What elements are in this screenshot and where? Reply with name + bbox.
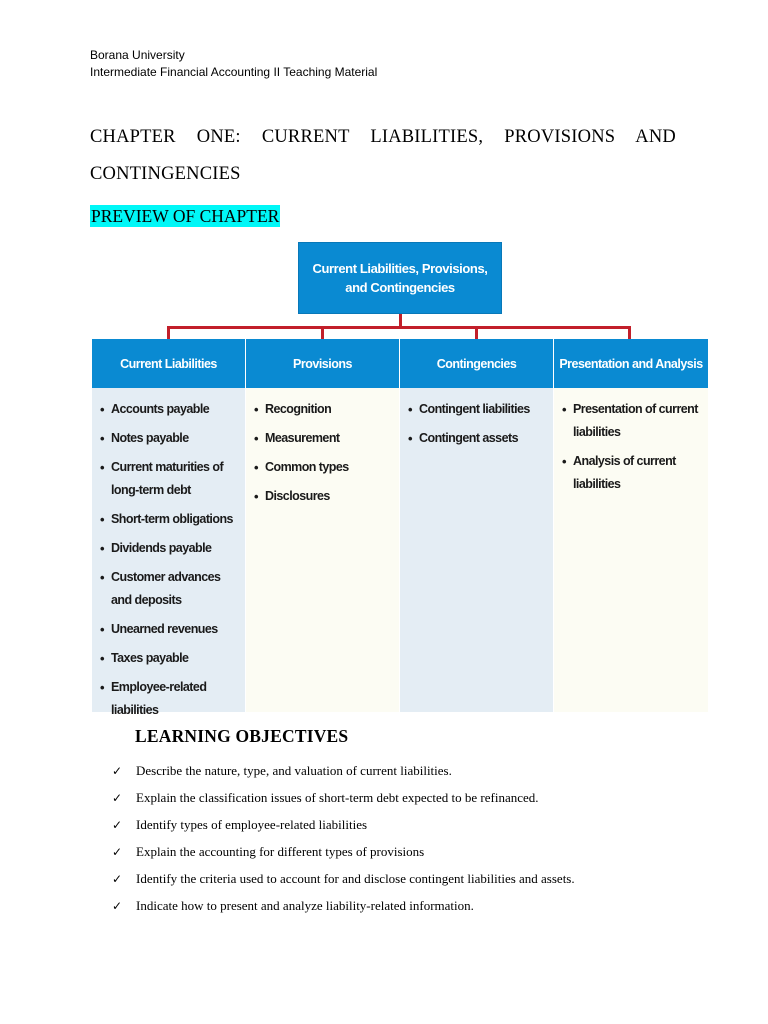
diagram-root-line1: Current Liabilities, Provisions, bbox=[312, 261, 488, 276]
document-header bbox=[90, 47, 377, 81]
column-body-presentation-analysis bbox=[554, 388, 708, 712]
learning-objectives-list bbox=[112, 761, 575, 923]
check-mark-icon: ✓ bbox=[112, 764, 123, 778]
connector-drop-4 bbox=[628, 326, 631, 339]
list-item: • Disclosures bbox=[254, 485, 395, 508]
list-item: • Taxes payable bbox=[100, 647, 241, 670]
check-mark-icon: ✓ bbox=[112, 791, 123, 805]
university-name: Borana University bbox=[90, 48, 185, 62]
list-item: • Analysis of current liabilities bbox=[562, 450, 704, 496]
preview-heading: PREVIEW OF CHAPTER bbox=[91, 206, 280, 226]
list-item bbox=[112, 842, 575, 869]
list-item: • Short-term obligations bbox=[100, 508, 241, 531]
list-item: • Contingent assets bbox=[408, 427, 549, 450]
list-item: • Unearned revenues bbox=[100, 618, 241, 641]
connector-drop-2 bbox=[321, 326, 324, 339]
list-item bbox=[112, 869, 575, 896]
objective-text: Describe the nature, type, and valuation of current liabilities. bbox=[136, 763, 452, 778]
check-mark-icon: ✓ bbox=[112, 845, 123, 859]
objective-text: Identify the criteria used to account for and disclose contingent liabilities and assets. bbox=[136, 871, 575, 886]
objective-text: Explain the accounting for different types of provisions bbox=[136, 844, 425, 859]
list-item: • Customer advances and deposits bbox=[100, 566, 241, 612]
list-item: • Notes payable bbox=[100, 427, 241, 450]
list-item: • Contingent liabilities bbox=[408, 398, 549, 421]
objective-text: Identify types of employee-related liabilities bbox=[136, 817, 368, 832]
column-heading-contingencies: Contingencies bbox=[400, 339, 554, 388]
list-item bbox=[112, 761, 575, 788]
list-item: • Common types bbox=[254, 456, 395, 479]
list-item: • Current maturities of long-term debt bbox=[100, 456, 241, 502]
list-item: • Recognition bbox=[254, 398, 395, 421]
connector-drop-1 bbox=[167, 326, 170, 339]
material-title: Intermediate Financial Accounting II Teaching Material bbox=[90, 65, 378, 79]
check-mark-icon: ✓ bbox=[112, 818, 123, 832]
column-body-contingencies bbox=[400, 388, 554, 712]
list-item: • Dividends payable bbox=[100, 537, 241, 560]
list-item: • Employee-related liabilities bbox=[100, 676, 241, 722]
list-item bbox=[112, 788, 575, 815]
check-mark-icon: ✓ bbox=[112, 899, 123, 913]
objective-text: Explain the classification issues of short-term debt expected to be refinanced. bbox=[136, 790, 539, 805]
diagram-root-line2: and Contingencies bbox=[345, 280, 455, 295]
list-item bbox=[112, 815, 575, 842]
list-item bbox=[112, 896, 575, 923]
check-mark-icon: ✓ bbox=[112, 872, 123, 886]
objective-text: Indicate how to present and analyze liability-related information. bbox=[136, 898, 474, 913]
connector-horizontal bbox=[167, 326, 631, 329]
column-body-provisions bbox=[246, 388, 400, 712]
list-item: • Presentation of current liabilities bbox=[562, 398, 704, 444]
learning-objectives-title: LEARNING OBJECTIVES bbox=[135, 726, 349, 746]
diagram-root-box bbox=[298, 242, 502, 314]
column-heading-presentation-analysis: Presentation and Analysis bbox=[554, 339, 708, 388]
list-item: • Accounts payable bbox=[100, 398, 241, 421]
list-item: • Measurement bbox=[254, 427, 395, 450]
column-body-current-liabilities bbox=[92, 388, 246, 717]
connector-drop-3 bbox=[475, 326, 478, 339]
chapter-preview-diagram bbox=[92, 242, 708, 717]
column-heading-provisions: Provisions bbox=[246, 339, 400, 388]
chapter-title: CHAPTER ONE: CURRENT LIABILITIES, PROVISIONS AND CONTINGENCIES bbox=[90, 127, 676, 184]
column-heading-current-liabilities: Current Liabilities bbox=[92, 339, 246, 388]
